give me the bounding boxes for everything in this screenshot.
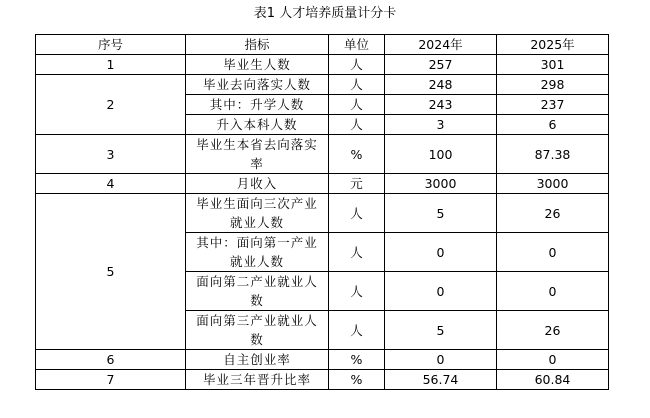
unit-cell: 人 (329, 75, 385, 95)
indicator-cell: 升入本科人数 (186, 115, 329, 135)
value-2025-cell: 237 (497, 95, 609, 115)
indicator-cell: 其中：面向第一产业就业人数 (186, 233, 329, 272)
table-row (36, 135, 609, 174)
header-indicator: 指标 (186, 35, 329, 55)
table-row (36, 55, 609, 75)
value-2025-cell: 3000 (497, 174, 609, 194)
table-row (36, 350, 609, 370)
indicator-cell: 月收入 (186, 174, 329, 194)
table-row (36, 75, 609, 95)
unit-cell: % (329, 370, 385, 390)
unit-cell: % (329, 135, 385, 174)
table-row (36, 370, 609, 390)
serial-cell: 5 (36, 194, 186, 350)
unit-cell: % (329, 350, 385, 370)
header-year-2025: 2025年 (497, 35, 609, 55)
unit-cell: 人 (329, 55, 385, 75)
indicator-cell: 面向第二产业就业人数 (186, 272, 329, 311)
value-2025-cell: 87.38 (497, 135, 609, 174)
serial-cell: 1 (36, 55, 186, 75)
value-2024-cell: 257 (385, 55, 497, 75)
header-year-2024: 2024年 (385, 35, 497, 55)
serial-cell: 2 (36, 75, 186, 135)
unit-cell: 元 (329, 174, 385, 194)
value-2024-cell: 0 (385, 350, 497, 370)
unit-cell: 人 (329, 115, 385, 135)
indicator-cell: 毕业生人数 (186, 55, 329, 75)
value-2024-cell: 5 (385, 194, 497, 233)
indicator-cell: 毕业三年晋升比率 (186, 370, 329, 390)
header-unit: 单位 (329, 35, 385, 55)
indicator-cell: 其中：升学人数 (186, 95, 329, 115)
indicator-cell: 毕业生本省去向落实率 (186, 135, 329, 174)
unit-cell: 人 (329, 272, 385, 311)
value-2025-cell: 26 (497, 311, 609, 350)
serial-cell: 7 (36, 370, 186, 390)
serial-cell: 6 (36, 350, 186, 370)
value-2024-cell: 5 (385, 311, 497, 350)
indicator-cell: 毕业去向落实人数 (186, 75, 329, 95)
serial-cell: 3 (36, 135, 186, 174)
value-2024-cell: 3 (385, 115, 497, 135)
value-2025-cell: 0 (497, 350, 609, 370)
indicator-cell: 毕业生面向三次产业就业人数 (186, 194, 329, 233)
value-2024-cell: 248 (385, 75, 497, 95)
value-2025-cell: 0 (497, 272, 609, 311)
indicator-cell: 面向第三产业就业人数 (186, 311, 329, 350)
unit-cell: 人 (329, 194, 385, 233)
value-2025-cell: 6 (497, 115, 609, 135)
header-row (36, 35, 609, 55)
value-2024-cell: 0 (385, 272, 497, 311)
unit-cell: 人 (329, 95, 385, 115)
unit-cell: 人 (329, 311, 385, 350)
value-2024-cell: 0 (385, 233, 497, 272)
table-row (36, 194, 609, 233)
header-serial: 序号 (36, 35, 186, 55)
serial-cell: 4 (36, 174, 186, 194)
value-2025-cell: 60.84 (497, 370, 609, 390)
value-2025-cell: 298 (497, 75, 609, 95)
unit-cell: 人 (329, 233, 385, 272)
value-2025-cell: 26 (497, 194, 609, 233)
table-title: 表1 人才培养质量计分卡 (253, 6, 397, 21)
talent-quality-scorecard-table (35, 34, 609, 390)
value-2024-cell: 100 (385, 135, 497, 174)
value-2024-cell: 56.74 (385, 370, 497, 390)
table-row (36, 174, 609, 194)
indicator-cell: 自主创业率 (186, 350, 329, 370)
value-2025-cell: 301 (497, 55, 609, 75)
value-2024-cell: 243 (385, 95, 497, 115)
value-2024-cell: 3000 (385, 174, 497, 194)
value-2025-cell: 0 (497, 233, 609, 272)
